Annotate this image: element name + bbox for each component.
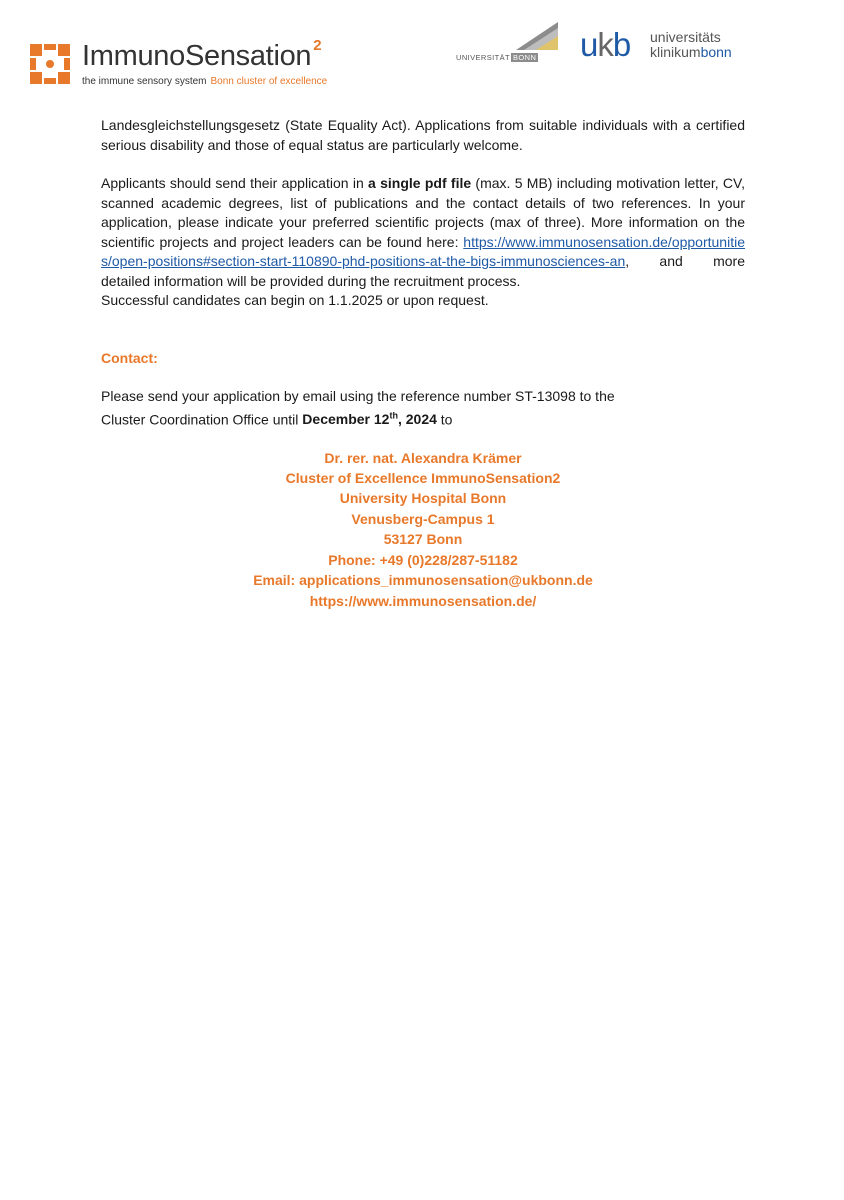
contact-phone: Phone: +49 (0)228/287-51182 [328,551,518,568]
star-person-icon [30,44,70,84]
ukb-wordmark: universitäts klinikumbonn [650,29,732,60]
immunosensation-tagline: the immune sensory system Bonn cluster of excellence [82,76,328,87]
contact-paragraph: Please send your application by email using the reference number ST-13098 to the Cluster Coordination Office until December 12th, 2024 to [101,388,615,428]
contact-address [101,448,745,611]
equality-paragraph: Landesgleichstellungsgesetz (State Equality Act). Applications from suitable individuals with a certified serious disability and those of equal status are particularly welcome. [101,117,745,153]
start-date-paragraph: Successful candidates can begin on 1.1.2025 or upon request. [101,292,489,308]
university-bonn-wordmark: UNIVERSITÄT BONN [456,53,537,62]
immunosensation-logo [30,37,350,92]
contact-street: Venusberg-Campus 1 [351,510,495,527]
contact-org: Cluster of Excellence ImmunoSensation2 [285,470,561,487]
contact-email[interactable]: Email: applications_immunosensation@ukbonn.de [253,572,593,589]
immunosensation-title: ImmunoSensation $^2$ [82,37,322,72]
ukb-mark: ukb [580,26,631,63]
contact-website[interactable]: https://www.immunosensation.de/ [309,592,537,609]
application-paragraph: Applicants should send their application in a single pdf file (max. 5 MB) including motivation letter, CV, scanned academic degrees, list of publications and the contact details of two references. In your application, please indicate your preferred scientific projects (max of three). More information on the scientific projects and project leaders can be found here: https://www.immunosensation.de/opportunities/open-positions#section-start-110890-phd-positions-at-the-bigs-immunosciences-an, and more detailed information will be provided during the recruitment process. [101,175,745,289]
contact-hospital: University Hospital Bonn [339,490,507,507]
contact-city: 53127 Bonn [383,531,463,548]
projects-link[interactable]: https://www.immunosensation.de/opportunities/open-positions#section-start-110890-phd-positions-at-the-bigs-immunosciences-an [101,233,745,269]
document-body [101,116,745,611]
contact-heading: Contact: [101,349,158,366]
contact-name: Dr. rer. nat. Alexandra Krämer [324,449,522,466]
